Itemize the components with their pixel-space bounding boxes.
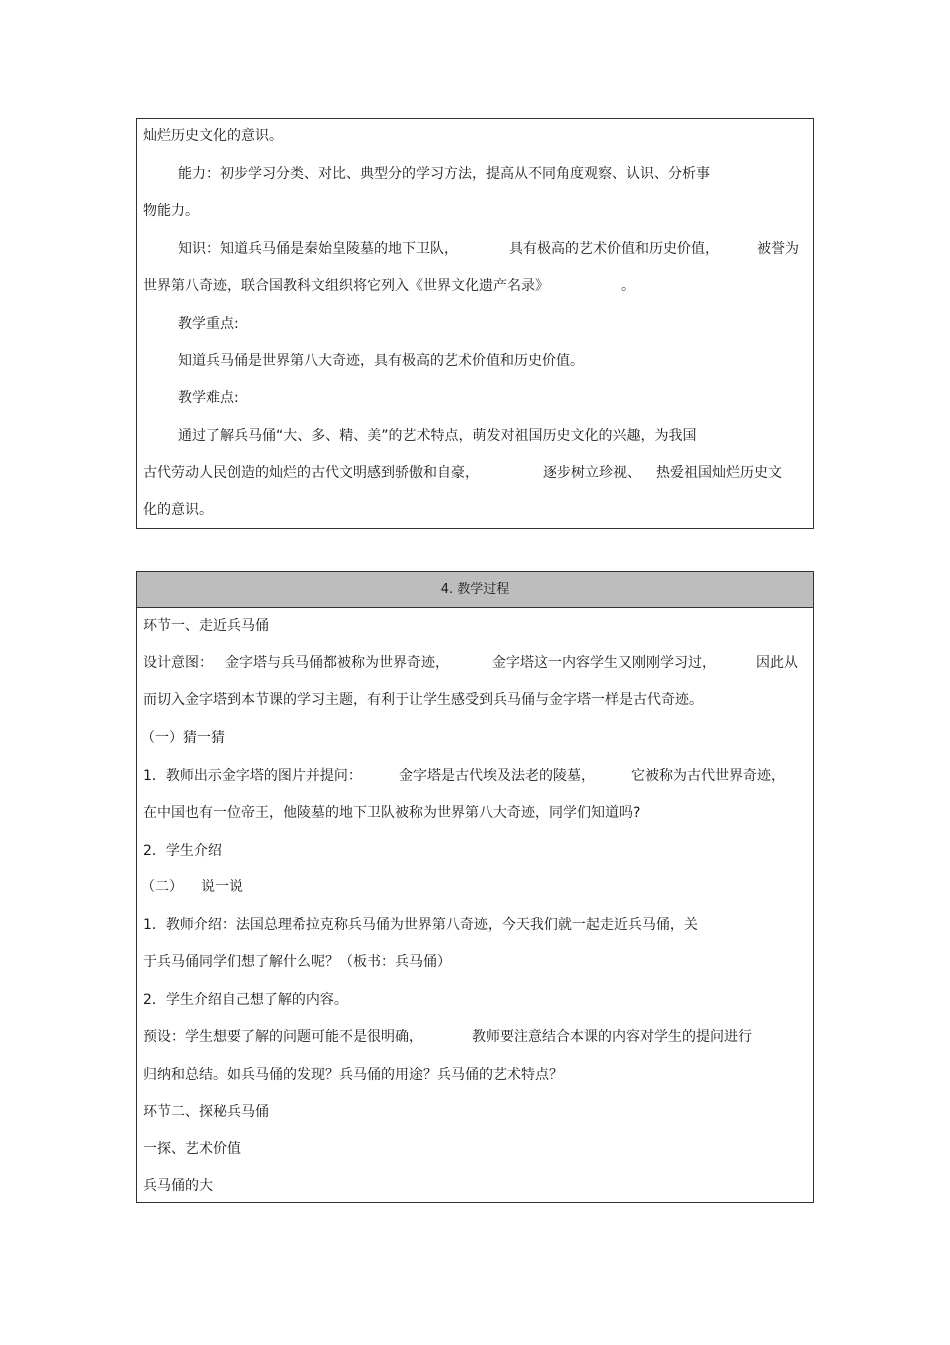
text-line: 灿烂历史文化的意识。: [143, 128, 283, 144]
text-line: 1．教师出示金字塔的图片并提问：: [143, 768, 362, 784]
text-line: 它被称为古代世界奇迹，: [631, 768, 785, 784]
text-line: 通过了解兵马俑“大、多、精、美”的艺术特点，萌发对祖国历史文化的兴趣，为我国: [178, 428, 697, 444]
text-line: 兵马俑的大: [143, 1178, 213, 1194]
text-line: 因此从: [756, 655, 798, 671]
text-line: 金字塔是古代埃及法老的陵墓，: [399, 768, 595, 784]
text-line: 。: [621, 278, 635, 294]
text-line: 知识：知道兵马俑是秦始皇陵墓的地下卫队，: [178, 241, 458, 257]
text-line: 具有极高的艺术价值和历史价值，: [509, 241, 719, 257]
text-line: 2．学生介绍: [143, 843, 222, 859]
text-line: 化的意识。: [143, 502, 213, 518]
text-line: 逐步树立珍视、: [543, 465, 641, 481]
text-line: 而切入金字塔到本节课的学习主题，有利于让学生感受到兵马俑与金字塔一样是古代奇迹。: [143, 692, 703, 708]
objectives-box: [136, 118, 814, 529]
text-line: 物能力。: [143, 203, 199, 219]
text-line: 于兵马俑同学们想了解什么呢？（板书：兵马俑）: [143, 954, 451, 970]
text-line: 1．教师介绍：法国总理希拉克称兵马俑为世界第八奇迹，今天我们就一起走近兵马俑，关: [143, 917, 698, 933]
text-line: 一探、艺术价值: [143, 1141, 241, 1157]
text-line: 设计意图：: [143, 655, 213, 671]
key-point-heading: 教学重点:: [178, 316, 239, 332]
text-line: 热爱祖国灿烂历史文: [656, 465, 782, 481]
text-line: 教师要注意结合本课的内容对学生的提问进行: [472, 1029, 752, 1045]
text-line: （一）猜一猜: [141, 730, 225, 746]
text-line: 知道兵马俑是世界第八大奇迹，具有极高的艺术价值和历史价值。: [178, 353, 584, 369]
text-line: 被誉为: [757, 241, 799, 257]
teaching-process-box: [136, 571, 814, 1203]
difficulty-heading: 教学难点:: [178, 390, 239, 406]
text-line: 说一说: [201, 879, 243, 895]
text-line: 能力：初步学习分类、对比、典型分的学习方法，提高从不同角度观察、认识、分析事: [178, 166, 710, 182]
text-line: 世界第八奇迹，联合国教科文组织将它列入《世界文化遗产名录》: [143, 278, 549, 294]
text-line: 预设：学生想要了解的问题可能不是很明确，: [143, 1029, 423, 1045]
text-line: 环节一、走近兵马俑: [143, 618, 269, 634]
text-line: 金字塔与兵马俑都被称为世界奇迹，: [225, 655, 449, 671]
text-line: 环节二、探秘兵马俑: [143, 1104, 269, 1120]
section-header: 4. 教学过程: [137, 572, 813, 608]
text-line: （二）: [141, 879, 183, 895]
text-line: 归纳和总结。如兵马俑的发现？兵马俑的用途？兵马俑的艺术特点？: [143, 1067, 563, 1083]
text-line: 在中国也有一位帝王，他陵墓的地下卫队被称为世界第八大奇迹，同学们知道吗?: [143, 805, 641, 821]
text-line: 古代劳动人民创造的灿烂的古代文明感到骄傲和自豪，: [143, 465, 479, 481]
text-line: 2．学生介绍自己想了解的内容。: [143, 992, 348, 1008]
text-line: 金字塔这一内容学生又刚刚学习过，: [492, 655, 716, 671]
